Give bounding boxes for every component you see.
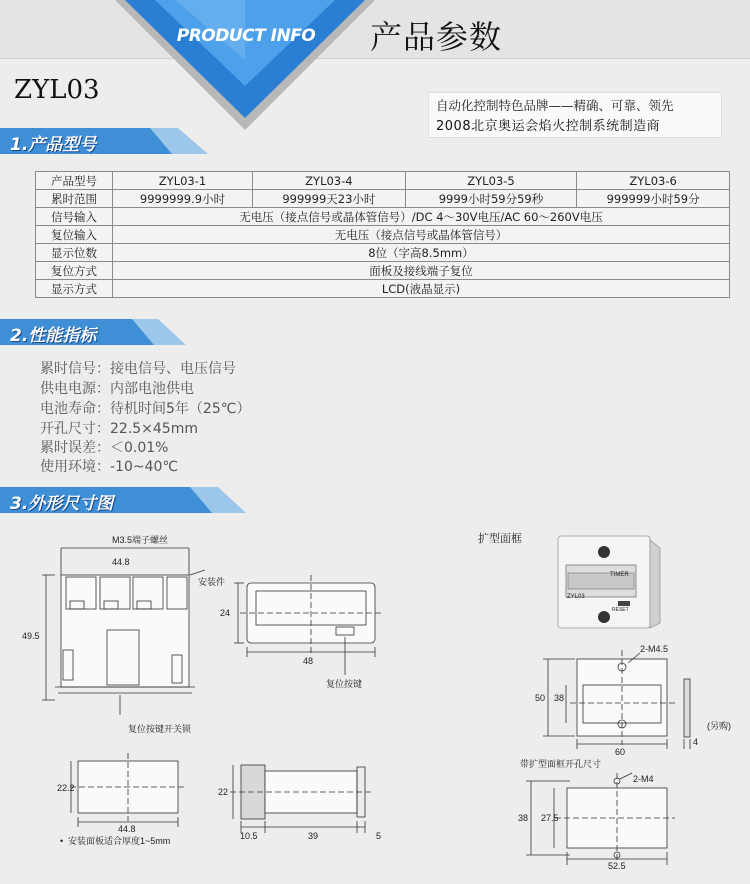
table-row [36,172,730,190]
table-cell: 复位输入 [36,226,113,244]
dim-label: 24 [220,608,231,618]
dim-label: 48 [303,656,314,666]
table-cell: 999999小时59分 [577,190,730,208]
dim-label: 38 [554,693,565,703]
dim-label: 10.5 [240,831,258,841]
table-cell: 无电压（接点信号或晶体管信号） [113,226,730,244]
table-cell: 面板及接线端子复位 [113,262,730,280]
dim-label: 安装件 [198,577,226,587]
slogan-line-1: 自动化控制特色品牌——精确、可靠、领先 [436,98,674,113]
expand-frame-photo [558,536,660,628]
table-row [36,280,730,298]
dim-note: • [60,836,64,846]
dim-label: 带扩型面框开孔尺寸 [520,759,602,769]
slogan-line-2: 2008北京奥运会焰火控制系统制造商 [436,119,661,134]
table-cell: LCD(液晶显示) [113,280,730,298]
drawing-expand-frame [543,650,690,749]
spec-table [35,171,730,298]
table-row [36,244,730,262]
perf-item: 累时信号：接电信号、电压信号 [40,361,236,377]
dim-label: 44.8 [118,824,136,834]
dim-label: 2-M4.5 [640,644,669,654]
dim-label: 2-M4 [633,774,654,784]
dim-label: 49.5 [22,631,40,641]
table-cell: 显示方式 [36,280,113,298]
table-row [36,226,730,244]
dim-label: 50 [535,693,546,703]
badge-text: PRODUCT INFO [176,26,316,46]
dim-label: 38 [518,813,529,823]
dim-label: 22.2 [57,783,75,793]
table-row [36,208,730,226]
table-cell: 无电压（接点信号或晶体管信号）/DC 4～30V电压/AC 60～260V电压 [113,208,730,226]
section-title-1: 1.产品型号 [10,135,97,155]
photo-label: ZYL03 [567,594,585,600]
section-banner-1 [0,128,210,154]
perf-item: 开孔尺寸：22.5×45mm [40,421,198,437]
section-banner-2 [0,319,190,345]
table-row [36,190,730,208]
dim-label: 安装面板适合厚度1~5mm [68,836,171,846]
page-title: 产品参数 [370,18,503,56]
drawing-side-view [230,765,372,833]
table-cell: 复位方式 [36,262,113,280]
expand-frame-title: 扩型面框 [478,533,522,545]
drawing-terminal-view [42,548,205,715]
dim-label: (另购) [707,721,731,731]
table-cell: 9999小时59分59秒 [405,190,576,208]
drawing-panel-cutout [70,753,186,827]
table-cell: ZYL03-1 [113,172,253,190]
dim-label: 39 [308,831,319,841]
photo-label: TIMER [610,572,629,578]
dim-label: M3.5端子螺丝 [112,535,169,545]
table-cell: ZYL03-6 [577,172,730,190]
table-cell: 信号输入 [36,208,113,226]
dimension-drawings [0,515,750,884]
model-name: ZYL03 [14,75,100,105]
photo-label: RESET [612,607,629,613]
perf-item: 使用环境：-10~40℃ [40,459,179,475]
perf-item: 累时误差：＜0.01% [40,440,169,456]
dim-label: 5 [376,831,382,841]
table-cell: 8位（字高8.5mm） [113,244,730,262]
table-cell: 产品型号 [36,172,113,190]
dim-label: 27.5 [541,813,559,823]
table-cell: ZYL03-4 [253,172,406,190]
table-cell: 999999天23小时 [253,190,406,208]
dim-label: 60 [615,747,626,757]
section-banner-3 [0,487,250,513]
table-cell: 显示位数 [36,244,113,262]
dim-label: 复位按键 [326,679,363,689]
product-info-badge [115,0,375,130]
table-cell: ZYL03-5 [405,172,576,190]
section-title-2: 2.性能指标 [10,326,97,346]
perf-item: 供电电源：内部电池供电 [40,381,194,397]
dim-label: 4 [693,737,699,747]
dim-label: 44.8 [112,557,130,567]
table-row [36,262,730,280]
dim-label: 复位按键开关锁 [128,724,192,734]
dim-label: 22 [218,787,229,797]
table-cell: 累时范围 [36,190,113,208]
dim-label: 52.5 [608,861,626,871]
table-cell: 9999999.9小时 [113,190,253,208]
section-title-3: 3.外形尺寸图 [10,494,114,514]
perf-item: 电池寿命：待机时间5年（25℃） [40,401,251,417]
